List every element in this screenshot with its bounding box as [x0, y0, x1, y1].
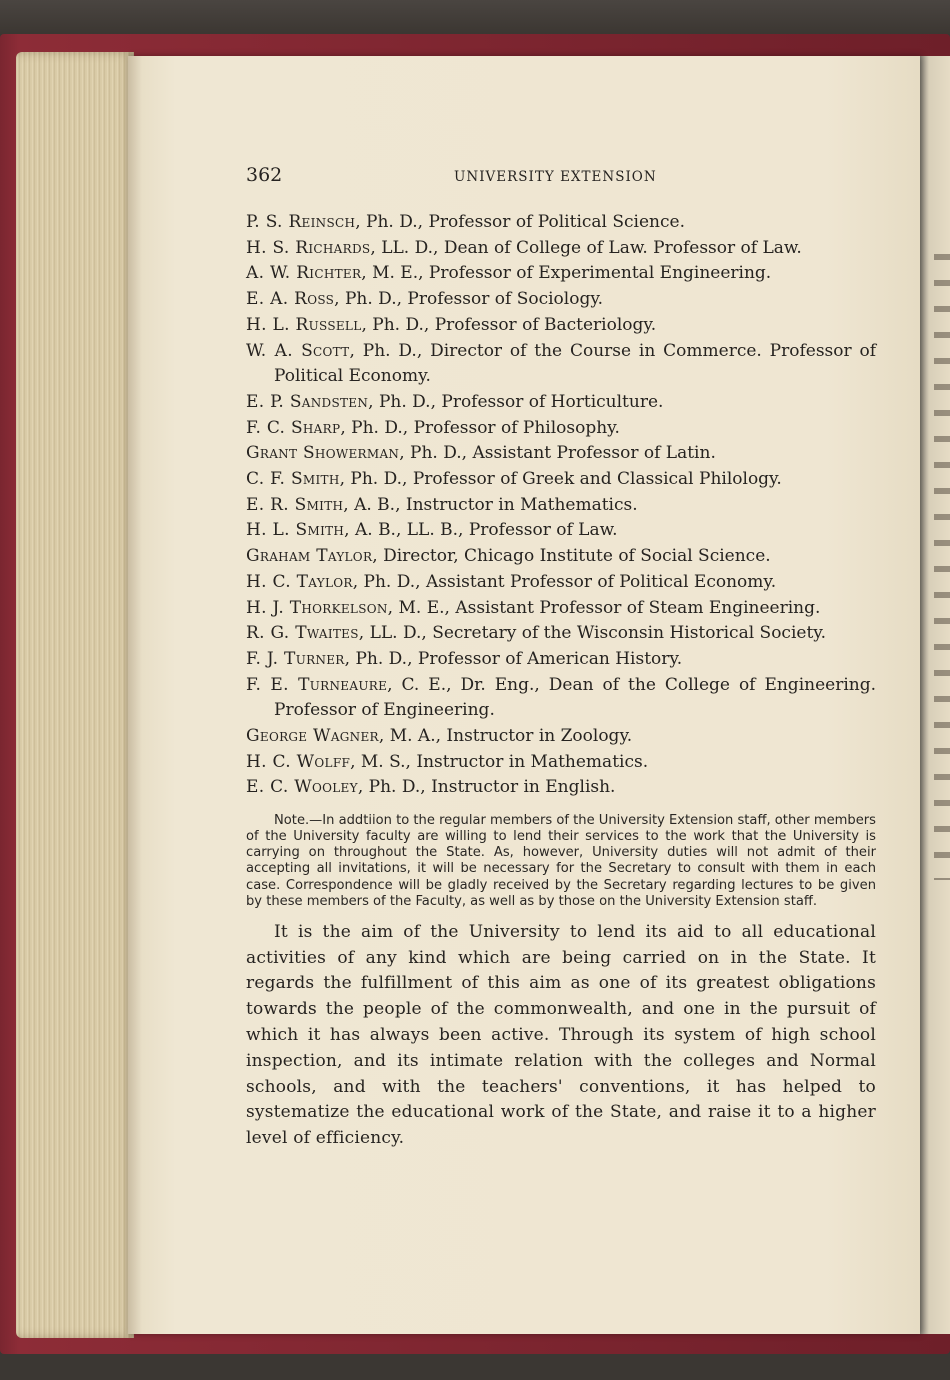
- faculty-credentials: , M. E., Assistant Professor of Steam Engineering.: [387, 597, 821, 618]
- note-paragraph: Note.—In addtiion to the regular members of the University Extension staff, other members of the University faculty are willing to lend their services to the work that the University is carrying on throughout the State. As, however, University duties will not admit of their accepting all invitations, it will be necessary for the Secretary to consult with them in each case. Correspondence will be gladly received by the Secretary regarding lectures to be given by these members of the Faculty, as well as by those on the University Extension staff.: [246, 813, 876, 909]
- faculty-entry: [246, 467, 876, 493]
- faculty-name: W. A. Scott: [246, 340, 350, 361]
- faculty-name: F. J. Turner: [246, 648, 345, 669]
- faculty-credentials: , Ph. D., Instructor in English.: [357, 777, 616, 798]
- faculty-entry: [246, 544, 876, 570]
- faculty-credentials: , M. A., Instructor in Zoology.: [378, 726, 633, 747]
- faculty-credentials: , Ph. D., Director of the Course in Commerce. Professor of Political Economy.: [274, 340, 877, 387]
- faculty-entry: [246, 596, 876, 622]
- faculty-name: H. C. Taylor: [246, 571, 353, 592]
- gutter-shadow: [128, 56, 142, 1334]
- faculty-name: H. S. Richards: [246, 237, 371, 258]
- faculty-entry: [246, 236, 876, 262]
- faculty-entry: [246, 313, 876, 339]
- faculty-name: F. C. Sharp: [246, 417, 341, 438]
- faculty-entry: [246, 647, 876, 673]
- faculty-name: E. R. Smith: [246, 494, 344, 515]
- faculty-name: H. L. Smith: [246, 520, 345, 541]
- faculty-name: R. G. Twaites: [246, 623, 359, 644]
- faculty-credentials: , M. E., Professor of Experimental Engineering.: [361, 263, 772, 284]
- faculty-name: F. E. Turneaure: [246, 674, 388, 695]
- body-paragraph: It is the aim of the University to lend its aid to all educational activities of any kind which are being carried on in the State. It regards the fulfillment of this aim as one of its greatest obligations towards the people of the commonwealth, and one in the pursuit of which it has always been active. Through its system of high school inspection, and its intimate relation with the colleges and Normal schools, and with the teachers' conventions, it has helped to systematize the educational work of the State, and raise it to a higher level of efficiency.: [246, 921, 876, 1149]
- faculty-entry: [246, 621, 876, 647]
- page-number: 362: [246, 164, 283, 186]
- faculty-entry: [246, 518, 876, 544]
- faculty-entry: [246, 493, 876, 519]
- faculty-name: E. A. Ross: [246, 289, 335, 310]
- faculty-credentials: , Ph. D., Professor of American History.: [344, 648, 683, 669]
- faculty-entry: [246, 750, 876, 776]
- faculty-credentials: , A. B., LL. B., Professor of Law.: [344, 520, 618, 541]
- running-head: [246, 164, 876, 194]
- faculty-entry: [246, 287, 876, 313]
- faculty-credentials: , Ph. D., Assistant Professor of Political Economy.: [352, 571, 777, 592]
- faculty-entry: [246, 673, 876, 724]
- facing-page-text-fragments: [934, 240, 950, 880]
- faculty-entry: [246, 261, 876, 287]
- faculty-entry: [246, 390, 876, 416]
- faculty-name: H. J. Thorkelson: [246, 597, 388, 618]
- faculty-credentials: , Ph. D., Professor of Bacteriology.: [361, 314, 657, 335]
- faculty-name: H. C. Wolff: [246, 751, 351, 772]
- faculty-name: A. W. Richter: [246, 263, 362, 284]
- faculty-credentials: , LL. D., Secretary of the Wisconsin Historical Society.: [358, 623, 827, 644]
- faculty-entry: [246, 775, 876, 801]
- running-title: UNIVERSITY EXTENSION: [454, 169, 657, 185]
- faculty-name: Graham Taylor: [246, 546, 373, 567]
- faculty-name: C. F. Smith: [246, 469, 340, 490]
- faculty-credentials: , Ph. D., Professor of Political Science.: [355, 212, 685, 232]
- faculty-entry: [246, 724, 876, 750]
- faculty-name: E. P. Sandsten: [246, 391, 369, 412]
- page-edges: [16, 52, 134, 1338]
- faculty-list: [246, 210, 876, 801]
- faculty-entry: [246, 416, 876, 442]
- faculty-credentials: , Ph. D., Professor of Sociology.: [334, 289, 604, 310]
- faculty-name: Grant Showerman: [246, 443, 400, 464]
- faculty-entry: [246, 339, 876, 390]
- faculty-name: P. S. Reinsch: [246, 212, 356, 232]
- faculty-credentials: , Ph. D., Assistant Professor of Latin.: [399, 443, 716, 464]
- faculty-credentials: , A. B., Instructor in Mathematics.: [343, 494, 638, 515]
- faculty-credentials: , LL. D., Dean of College of Law. Professor of Law.: [370, 237, 802, 258]
- faculty-credentials: , Ph. D., Professor of Horticulture.: [368, 391, 664, 412]
- faculty-credentials: , Director, Chicago Institute of Social Science.: [372, 546, 771, 567]
- faculty-name: H. L. Russell: [246, 314, 362, 335]
- faculty-credentials: , C. E., Dr. Eng., Dean of the College of Engineering. Professor of Engineering.: [274, 674, 876, 721]
- faculty-entry: [246, 441, 876, 467]
- page-content: [246, 164, 876, 1152]
- faculty-credentials: , M. S., Instructor in Mathematics.: [350, 751, 649, 772]
- faculty-name: E. C. Wooley: [246, 777, 358, 798]
- faculty-name: George Wagner: [246, 726, 379, 747]
- faculty-credentials: , Ph. D., Professor of Philosophy.: [340, 417, 620, 438]
- faculty-credentials: , Ph. D., Professor of Greek and Classical Philology.: [339, 469, 782, 490]
- faculty-entry: [246, 210, 876, 236]
- faculty-entry: [246, 570, 876, 596]
